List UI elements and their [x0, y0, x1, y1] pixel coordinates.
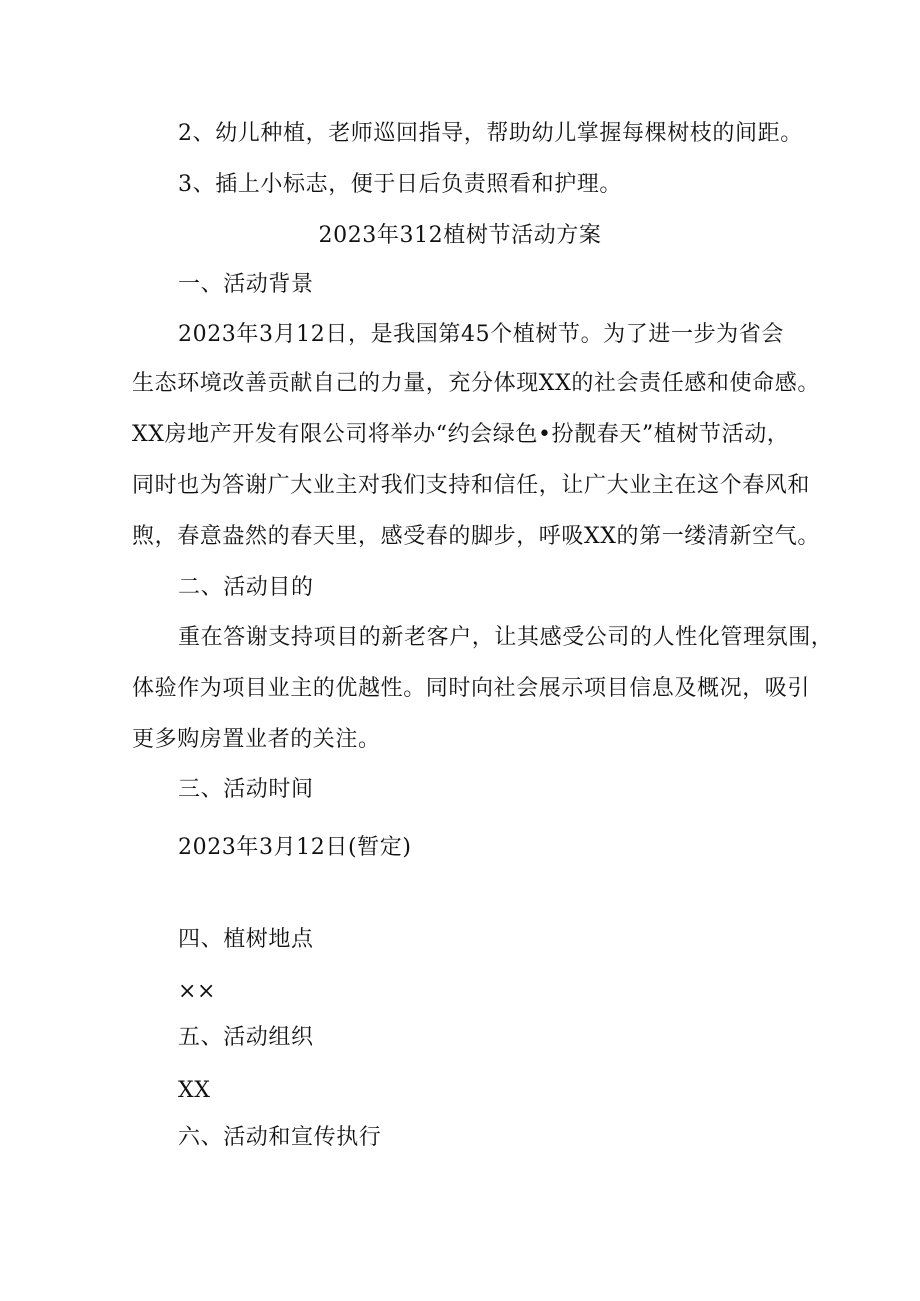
organization-value: XX [178, 1078, 211, 1103]
paragraph-purpose-line-3: 更多购房置业者的关注。 [132, 727, 381, 752]
paragraph-background-line-2: 生态环境改善贡献自己的力量，充分体现XX的社会责任感和使命感。 [132, 371, 820, 396]
paragraph-background-line-3: XX房地产开发有限公司将举办“约会绿色•扮靓春天”植树节活动， [132, 422, 790, 447]
document-title: 2023年312植树节活动方案 [318, 223, 602, 248]
paragraph-background-line-5: 煦，春意盎然的春天里，感受春的脚步，呼吸XX的第一缕清新空气。 [132, 524, 820, 549]
paragraph-background-line-4: 同时也为答谢广大业主对我们支持和信任，让广大业主在这个春风和 [132, 473, 811, 498]
paragraph-background-line-1: 2023年3月12日，是我国第45个植树节。为了进一步为省会 [178, 322, 784, 347]
section-heading-time: 三、活动时间 [178, 777, 314, 802]
location-value: ×× [178, 979, 217, 1004]
section-heading-location: 四、植树地点 [178, 927, 314, 952]
paragraph-purpose-line-2: 体验作为项目业主的优越性。同时向社会展示项目信息及概况，吸引 [132, 676, 811, 701]
list-item-planting: 2、幼儿种植，老师巡回指导，帮助幼儿掌握每棵树枝的间距。 [178, 121, 803, 146]
paragraph-purpose-line-1: 重在答谢支持项目的新老客户，让其感受公司的人性化管理氛围， [178, 625, 834, 650]
section-heading-organization: 五、活动组织 [178, 1025, 314, 1050]
section-heading-purpose: 二、活动目的 [178, 575, 314, 600]
list-item-signs: 3、插上小标志，便于日后负责照看和护理。 [178, 172, 622, 197]
event-date: 2023年3月12日(暂定) [178, 835, 412, 860]
section-heading-background: 一、活动背景 [178, 272, 314, 297]
section-heading-execution: 六、活动和宣传执行 [178, 1125, 382, 1150]
